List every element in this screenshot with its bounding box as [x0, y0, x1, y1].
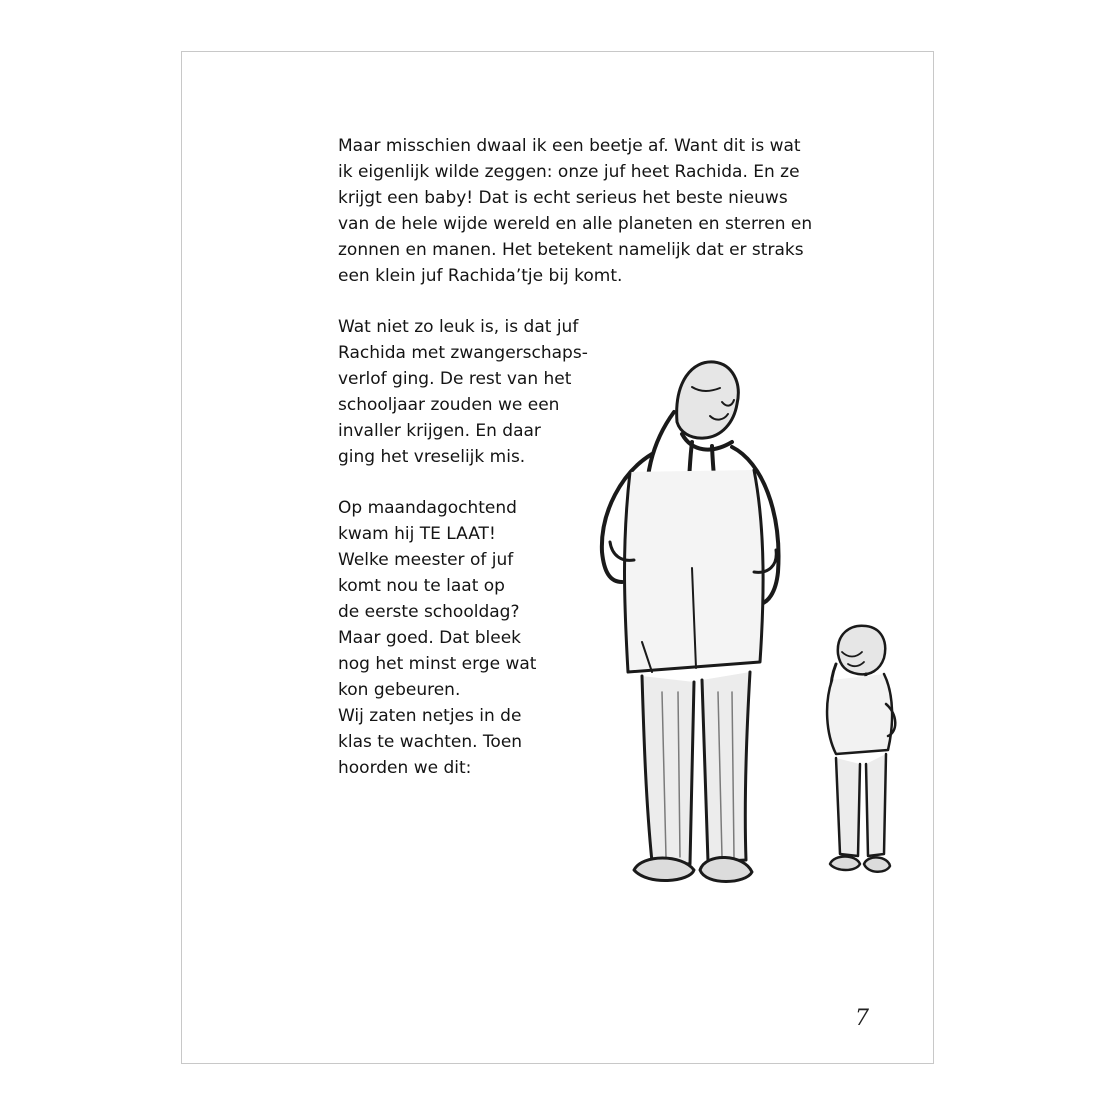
paragraph-2: Wat niet zo leuk is, is dat juf Rachida met zwangerschaps- verlof ging. De rest van het schooljaar zouden we een invaller krijgen. En daar ging het vreselijk mis. — [338, 317, 588, 467]
illustration — [582, 342, 932, 902]
teacher-figure — [582, 342, 822, 902]
paragraph-3: Op maandagochtend kwam hij TE LAAT! Welke meester of juf komt nou te laat op de eerste schooldag? Maar goed. Dat bleek nog het minst erge wat kon gebeuren. Wij zaten netjes in de klas te wachten. Toen hoorden we dit: — [338, 498, 537, 778]
book-page — [181, 51, 934, 1064]
page-number: 7 — [855, 1006, 869, 1031]
paragraph-1: Maar misschien dwaal ik een beetje af. Want dit is wat ik eigenlijk wilde zeggen: onze juf heet Rachida. En ze krijgt een baby! Dat is echt serieus het beste nieuws van de hele wijde wereld en alle planeten en sterren en zonnen en manen. Het betekent namelijk dat er straks een klein juf Rachida’tje bij komt. — [338, 136, 813, 286]
child-figure — [818, 624, 918, 894]
